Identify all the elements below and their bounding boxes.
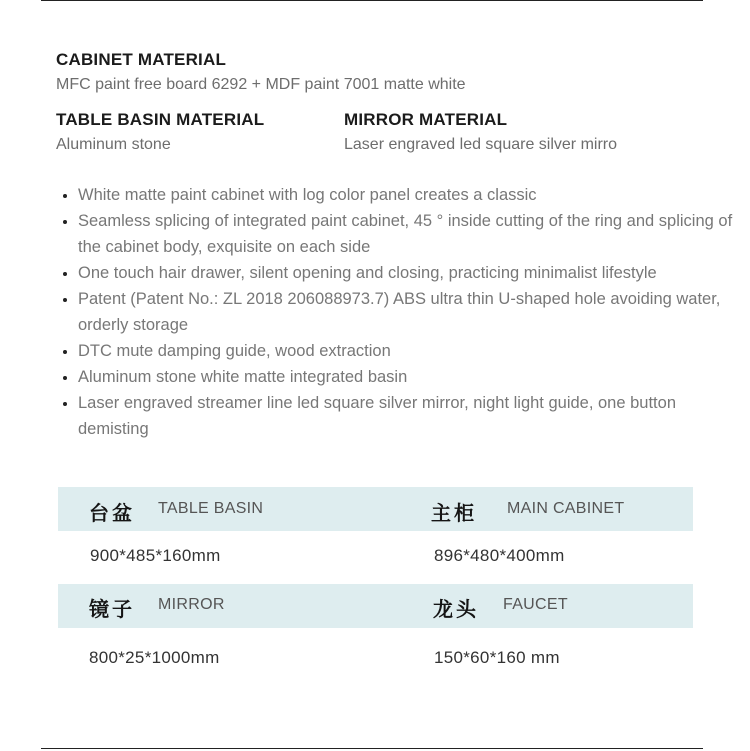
mirror-en-label: MIRROR: [158, 596, 225, 613]
mirror-material-value: Laser engraved led square silver mirro: [344, 136, 618, 153]
feature-item: • Seamless splicing of integrated paint cabinet, 45 ° inside cutting of the ring and splicing of the cabinet body, exquisite on each side: [78, 208, 746, 260]
mirror-size: 800*25*1000mm: [89, 648, 220, 667]
feature-item: • Patent (Patent No.: ZL 2018 206088973.7) ABS ultra thin U-shaped hole avoiding water, orderly storage: [78, 286, 746, 338]
feature-list: [56, 182, 746, 442]
mirror-material-heading: MIRROR MATERIAL: [344, 110, 508, 129]
faucet-en-label: FAUCET: [503, 596, 568, 613]
table-basin-cn-label: 台盆: [89, 501, 135, 525]
faucet-cn-label: 龙头: [433, 597, 479, 621]
basin-material-heading: TABLE BASIN MATERIAL: [56, 110, 265, 129]
main-cabinet-en-label: MAIN CABINET: [507, 500, 625, 517]
table-basin-en-label: TABLE BASIN: [158, 500, 264, 517]
spec-header-band: [58, 584, 693, 628]
faucet-size: 150*60*160 mm: [434, 648, 560, 667]
cabinet-material-value: MFC paint free board 6292 + MDF paint 7001 matte white: [56, 76, 466, 93]
feature-item: • White matte paint cabinet with log color panel creates a classic: [78, 182, 746, 208]
feature-item: • DTC mute damping guide, wood extraction: [78, 338, 746, 364]
cabinet-material-heading: CABINET MATERIAL: [56, 50, 227, 69]
mirror-cn-label: 镜子: [89, 597, 135, 621]
feature-item: • Laser engraved streamer line led square silver mirror, night light guide, one button demisting: [78, 390, 746, 442]
basin-material-value: Aluminum stone: [56, 136, 171, 153]
feature-item: • Aluminum stone white matte integrated basin: [78, 364, 746, 390]
top-divider: [41, 0, 703, 1]
bottom-divider: [41, 748, 703, 749]
main-cabinet-size: 896*480*400mm: [434, 546, 565, 565]
table-basin-size: 900*485*160mm: [90, 546, 221, 565]
feature-item: • One touch hair drawer, silent opening and closing, practicing minimalist lifestyle: [78, 260, 746, 286]
main-cabinet-cn-label: 主柜: [431, 501, 477, 525]
